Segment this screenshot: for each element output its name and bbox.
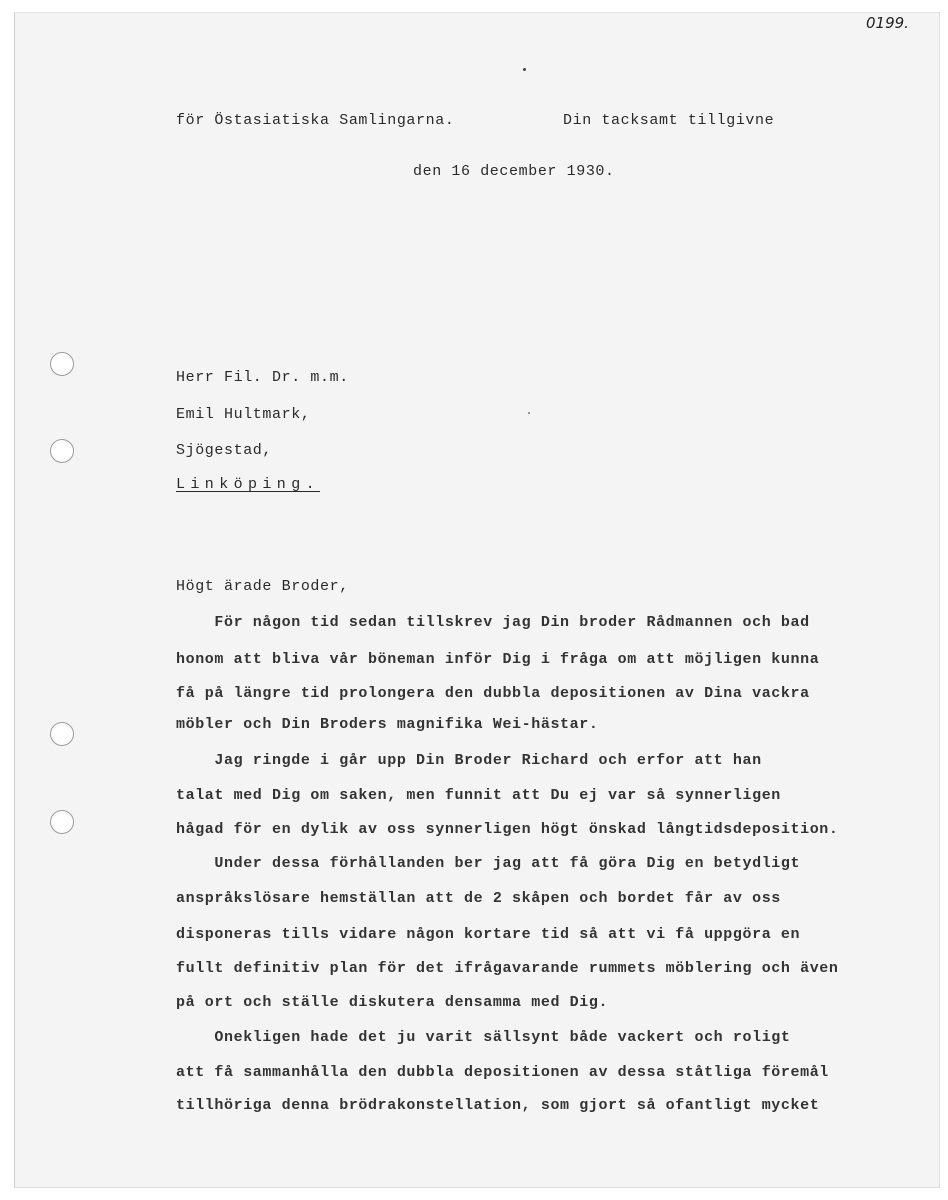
body-line: För någon tid sedan tillskrev jag Din broder Rådmannen och bad xyxy=(176,614,810,631)
closing-phrase: Din tacksamt tillgivne xyxy=(563,112,775,129)
body-line: på ort och ställe diskutera densamma med Dig. xyxy=(176,994,609,1011)
punch-hole xyxy=(50,352,74,376)
page-number: 0199. xyxy=(866,14,909,32)
salutation: Högt ärade Broder, xyxy=(176,578,349,595)
closing-organization: för Östasiatiska Samlingarna. xyxy=(176,112,455,129)
address-city: Linköping. xyxy=(176,476,321,493)
body-line: Onekligen hade det ju varit sällsynt både vackert och roligt xyxy=(176,1029,791,1046)
body-line: Under dessa förhållanden ber jag att få göra Dig en betydligt xyxy=(176,855,801,872)
ink-speck xyxy=(528,412,530,414)
body-line: honom att bliva vår böneman inför Dig i fråga om att möjligen kunna xyxy=(176,651,820,668)
punch-hole xyxy=(50,722,74,746)
punch-hole xyxy=(50,439,74,463)
body-line: Jag ringde i går upp Din Broder Richard och erfor att han xyxy=(176,752,762,769)
body-line: att få sammanhålla den dubbla depositionen av dessa ståtliga föremål xyxy=(176,1064,829,1081)
body-line: tillhöriga denna brödrakonstellation, som gjort så ofantligt mycket xyxy=(176,1097,820,1114)
document-page xyxy=(14,12,940,1188)
address-line: Sjögestad, xyxy=(176,442,273,459)
letter-date: den 16 december 1930. xyxy=(413,163,615,180)
ink-dot xyxy=(523,68,526,71)
body-line: disponeras tills vidare någon kortare tid så att vi få uppgöra en xyxy=(176,926,801,943)
body-line: möbler och Din Broders magnifika Wei-hästar. xyxy=(176,716,599,733)
body-line: få på längre tid prolongera den dubbla depositionen av Dina vackra xyxy=(176,685,810,702)
body-line: talat med Dig om saken, men funnit att Du ej var så synnerligen xyxy=(176,787,781,804)
address-line: Emil Hultmark, xyxy=(176,406,311,423)
address-line: Herr Fil. Dr. m.m. xyxy=(176,369,349,386)
punch-hole xyxy=(50,810,74,834)
body-line: fullt definitiv plan för det ifrågavarande rummets möblering och även xyxy=(176,960,839,977)
body-line: anspråkslösare hemställan att de 2 skåpen och bordet får av oss xyxy=(176,890,781,907)
body-line: hågad för en dylik av oss synnerligen högt önskad långtidsdeposition. xyxy=(176,821,839,838)
